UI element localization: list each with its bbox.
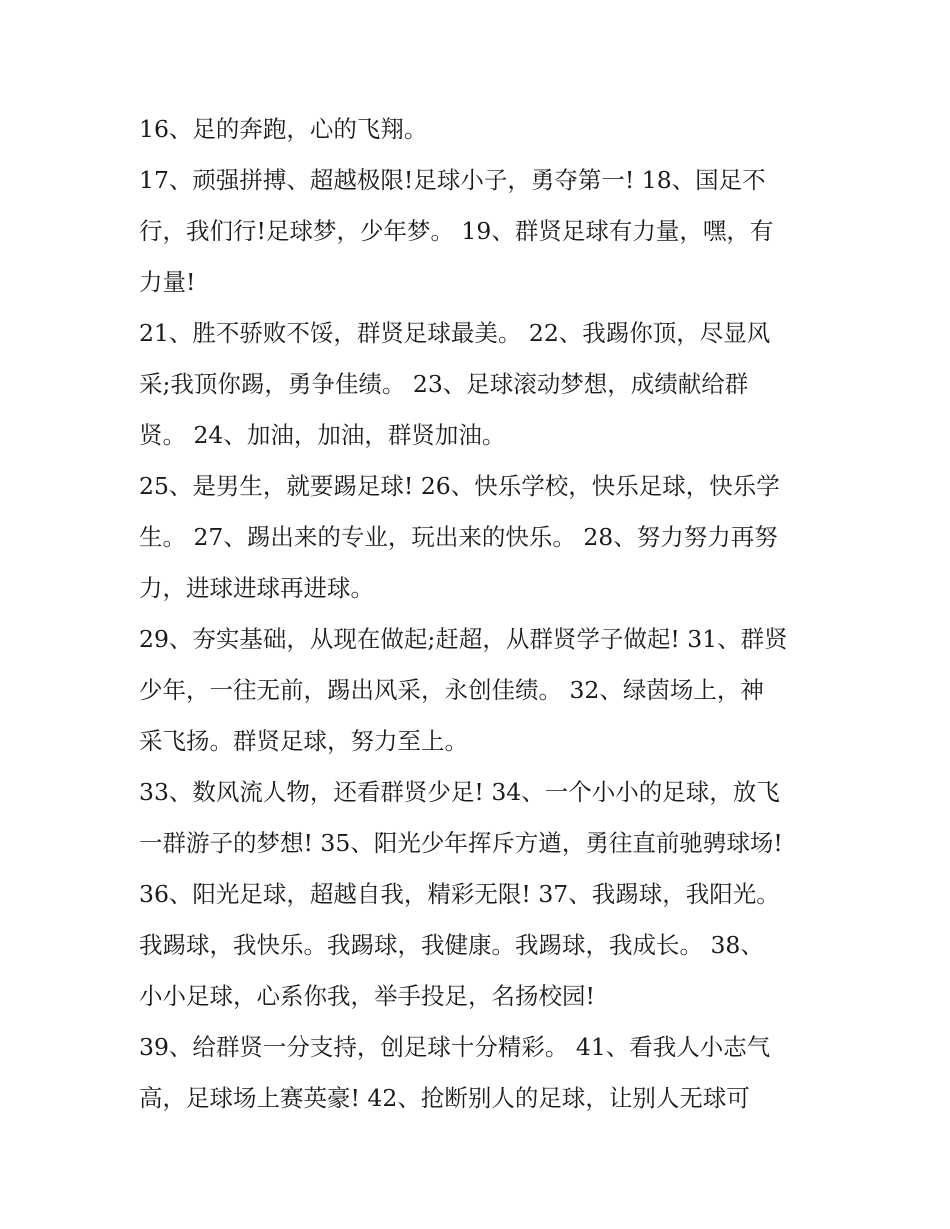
text-line: 采飞扬。群贤足球，努力至上。 [139,727,468,755]
text-line: 少年，一往无前，踢出风采，永创佳绩。 32、绿茵场上，神 [139,676,764,704]
text-line: 力，进球进球再进球。 [139,574,374,602]
text-line: 16、足的奔跑，心的飞翔。 [139,115,428,143]
text-line: 36、阳光足球，超越自我，精彩无限! 37、我踢球，我阳光。 [139,880,780,908]
text-line: 17、顽强拼搏、超越极限!足球小子，勇夺第一! 18、国足不 [139,166,766,194]
text-line: 小小足球，心系你我，举手投足，名扬校园! [139,982,595,1010]
text-line: 贤。 24、加油，加油，群贤加油。 [139,421,506,449]
text-line: 力量! [139,268,196,296]
text-line: 我踢球，我快乐。我踢球，我健康。我踢球，我成长。 38、 [139,931,764,959]
text-line: 21、胜不骄败不馁，群贤足球最美。 22、我踢你顶，尽显风 [139,319,771,347]
text-line: 高，足球场上赛英豪! 42、抢断别人的足球，让别人无球可 [139,1084,750,1112]
text-line: 生。 27、踢出来的专业，玩出来的快乐。 28、努力努力再努 [139,523,778,551]
text-line: 33、数风流人物，还看群贤少足! 34、一个小小的足球，放飞 [139,778,780,806]
text-line: 29、夯实基础，从现在做起;赶超，从群贤学子做起! 31、群贤 [139,625,788,653]
text-line: 一群游子的梦想! 35、阳光少年挥斥方遒，勇往直前驰骋球场! [139,829,783,857]
text-line: 采;我顶你踢，勇争佳绩。 23、足球滚动梦想，成绩献给群 [139,370,749,398]
document-body [139,104,809,1124]
text-line: 25、是男生，就要踢足球! 26、快乐学校，快乐足球，快乐学 [139,472,780,500]
text-line: 39、给群贤一分支持，创足球十分精彩。 41、看我人小志气 [139,1033,771,1061]
text-line: 行，我们行!足球梦，少年梦。 19、群贤足球有力量，嘿，有 [139,217,774,245]
